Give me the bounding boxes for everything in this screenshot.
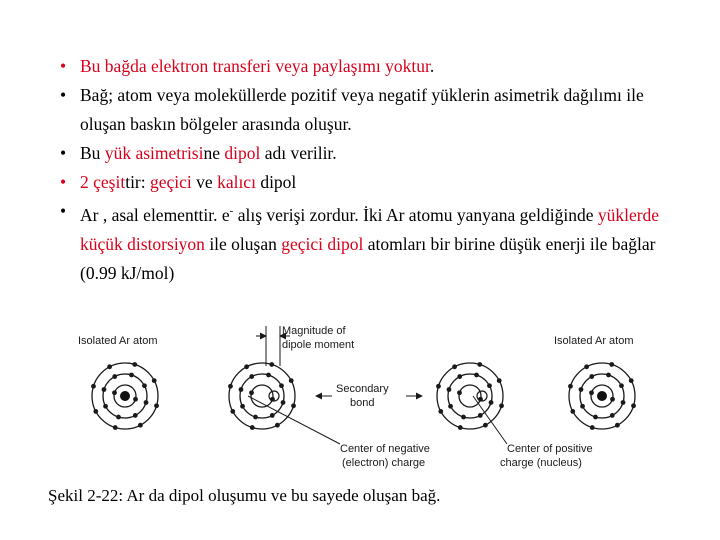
electron [249, 390, 254, 395]
electron [138, 423, 143, 428]
electron [448, 404, 453, 409]
bullet-list [60, 52, 690, 288]
electron [447, 387, 452, 392]
electron [590, 425, 595, 430]
label-magnitude-line1: Magnitude of [282, 325, 346, 337]
electron [457, 390, 462, 395]
electron [244, 364, 249, 369]
electron [112, 390, 117, 395]
electron [589, 390, 594, 395]
electron [228, 384, 233, 389]
electron [279, 383, 284, 388]
electron [579, 387, 584, 392]
isolated-atom-right-nucleus [597, 391, 607, 401]
electron [610, 413, 615, 418]
electron [461, 415, 466, 420]
label-positive-line2: charge (nucleus) [500, 457, 582, 469]
electron [477, 362, 482, 367]
highlight-text: kalıcı [217, 172, 256, 192]
bullet-text: Bağ; atom veya moleküllerde pozitif veya negatif yüklerin asimetrik dağılımı ile oluşan baskın bölgeler arasında oluşur. [80, 85, 644, 134]
electron [239, 387, 244, 392]
electron [483, 423, 488, 428]
figure-caption: Şekil 2-22: Ar da dipol oluşumu ve bu sayede oluşan bağ. [48, 486, 441, 505]
electron [281, 400, 286, 405]
electron [629, 378, 634, 383]
electron [142, 383, 147, 388]
label-magnitude-line2: dipole moment [282, 339, 355, 351]
electron [107, 364, 112, 369]
bullet-item [60, 52, 690, 81]
bullet-text: alış verişi zordur. İki Ar atomu yanyana geldiğinde [233, 204, 598, 225]
dipole-diagram [60, 312, 670, 480]
electron [570, 409, 575, 414]
electron [266, 373, 271, 378]
electron [609, 362, 614, 367]
bullet-item [60, 139, 690, 168]
electron [589, 374, 594, 379]
highlight-text: geçici dipol [281, 233, 364, 254]
electron [249, 374, 254, 379]
electron [250, 425, 255, 430]
highlight-text: yüklerde küçük distorsiyon [80, 204, 660, 254]
electron [606, 373, 611, 378]
electron [240, 404, 245, 409]
electron [458, 425, 463, 430]
bullet-text: . [429, 56, 435, 76]
highlight-text: yük asimetrisi [104, 143, 204, 163]
highlight-text: dipol [224, 143, 261, 163]
electron [253, 415, 258, 420]
bullet-text: ve [191, 172, 218, 192]
electron [497, 378, 502, 383]
highlight-text: Bu bağda elektron transferi veya paylaşımı yoktur [80, 56, 430, 76]
electron [103, 404, 108, 409]
electron [144, 400, 149, 405]
bullet-item [60, 197, 690, 288]
electron [269, 362, 274, 367]
dipole-atom-right-shell-3 [437, 363, 503, 429]
electron [619, 383, 624, 388]
electron [129, 373, 134, 378]
electron [452, 364, 457, 369]
label-isolated-left: Isolated Ar atom [78, 335, 158, 347]
dipole-figure [60, 312, 670, 480]
electron [275, 423, 280, 428]
bullet-text: tir: [125, 172, 150, 192]
electron [631, 403, 636, 408]
bullet-text: atomları bir birine düşük enerji ile bağlar (0.99 kJ/mol) [80, 233, 656, 283]
electron [499, 403, 504, 408]
dipole-atom-right-shell-2 [448, 374, 492, 418]
electron [154, 403, 159, 408]
bullet-text: - [229, 205, 234, 217]
highlight-text: geçici [150, 172, 192, 192]
electron [593, 415, 598, 420]
electron [457, 374, 462, 379]
electron [584, 364, 589, 369]
bullet-text: ile oluşan [204, 233, 282, 254]
bullet-item [60, 168, 690, 197]
bullet-text: ne [203, 143, 225, 163]
electron [102, 387, 107, 392]
label-negative-line2: (electron) charge [342, 457, 426, 469]
electron [487, 383, 492, 388]
electron [568, 384, 573, 389]
electron [270, 413, 275, 418]
bullet-text: adı verilir. [260, 143, 337, 163]
electron [474, 373, 479, 378]
electron [436, 384, 441, 389]
bullet-item [60, 81, 690, 139]
electron [133, 413, 138, 418]
electron [93, 409, 98, 414]
electron [489, 400, 494, 405]
electron [615, 423, 620, 428]
electron [112, 374, 117, 379]
highlight-text: 2 çeşit [80, 172, 126, 192]
isolated-atom-left-nucleus [120, 391, 130, 401]
electron [291, 403, 296, 408]
electron [133, 397, 138, 402]
label-negative-line1: Center of negative [340, 443, 430, 455]
label-secondary-line1: Secondary [336, 383, 389, 395]
electron [621, 400, 626, 405]
electron [230, 409, 235, 414]
electron [132, 362, 137, 367]
bullet-text: Ar , asal elementtir. e [80, 204, 230, 225]
label-secondary-line2: bond [350, 397, 375, 409]
electron [152, 378, 157, 383]
electron [438, 409, 443, 414]
label-positive-line1: Center of positive [507, 443, 593, 455]
bullet-text: Bu [80, 143, 105, 163]
dipole-atom-right-shell-1 [459, 385, 481, 407]
bullet-text: dipol [255, 172, 297, 192]
electron [610, 397, 615, 402]
electron [580, 404, 585, 409]
electron [289, 378, 294, 383]
label-isolated-right: Isolated Ar atom [554, 335, 634, 347]
electron [116, 415, 121, 420]
electron [113, 425, 118, 430]
atoms [91, 362, 636, 430]
dipole-atom-left-shell-3 [229, 363, 295, 429]
electron [91, 384, 96, 389]
electron [478, 413, 483, 418]
